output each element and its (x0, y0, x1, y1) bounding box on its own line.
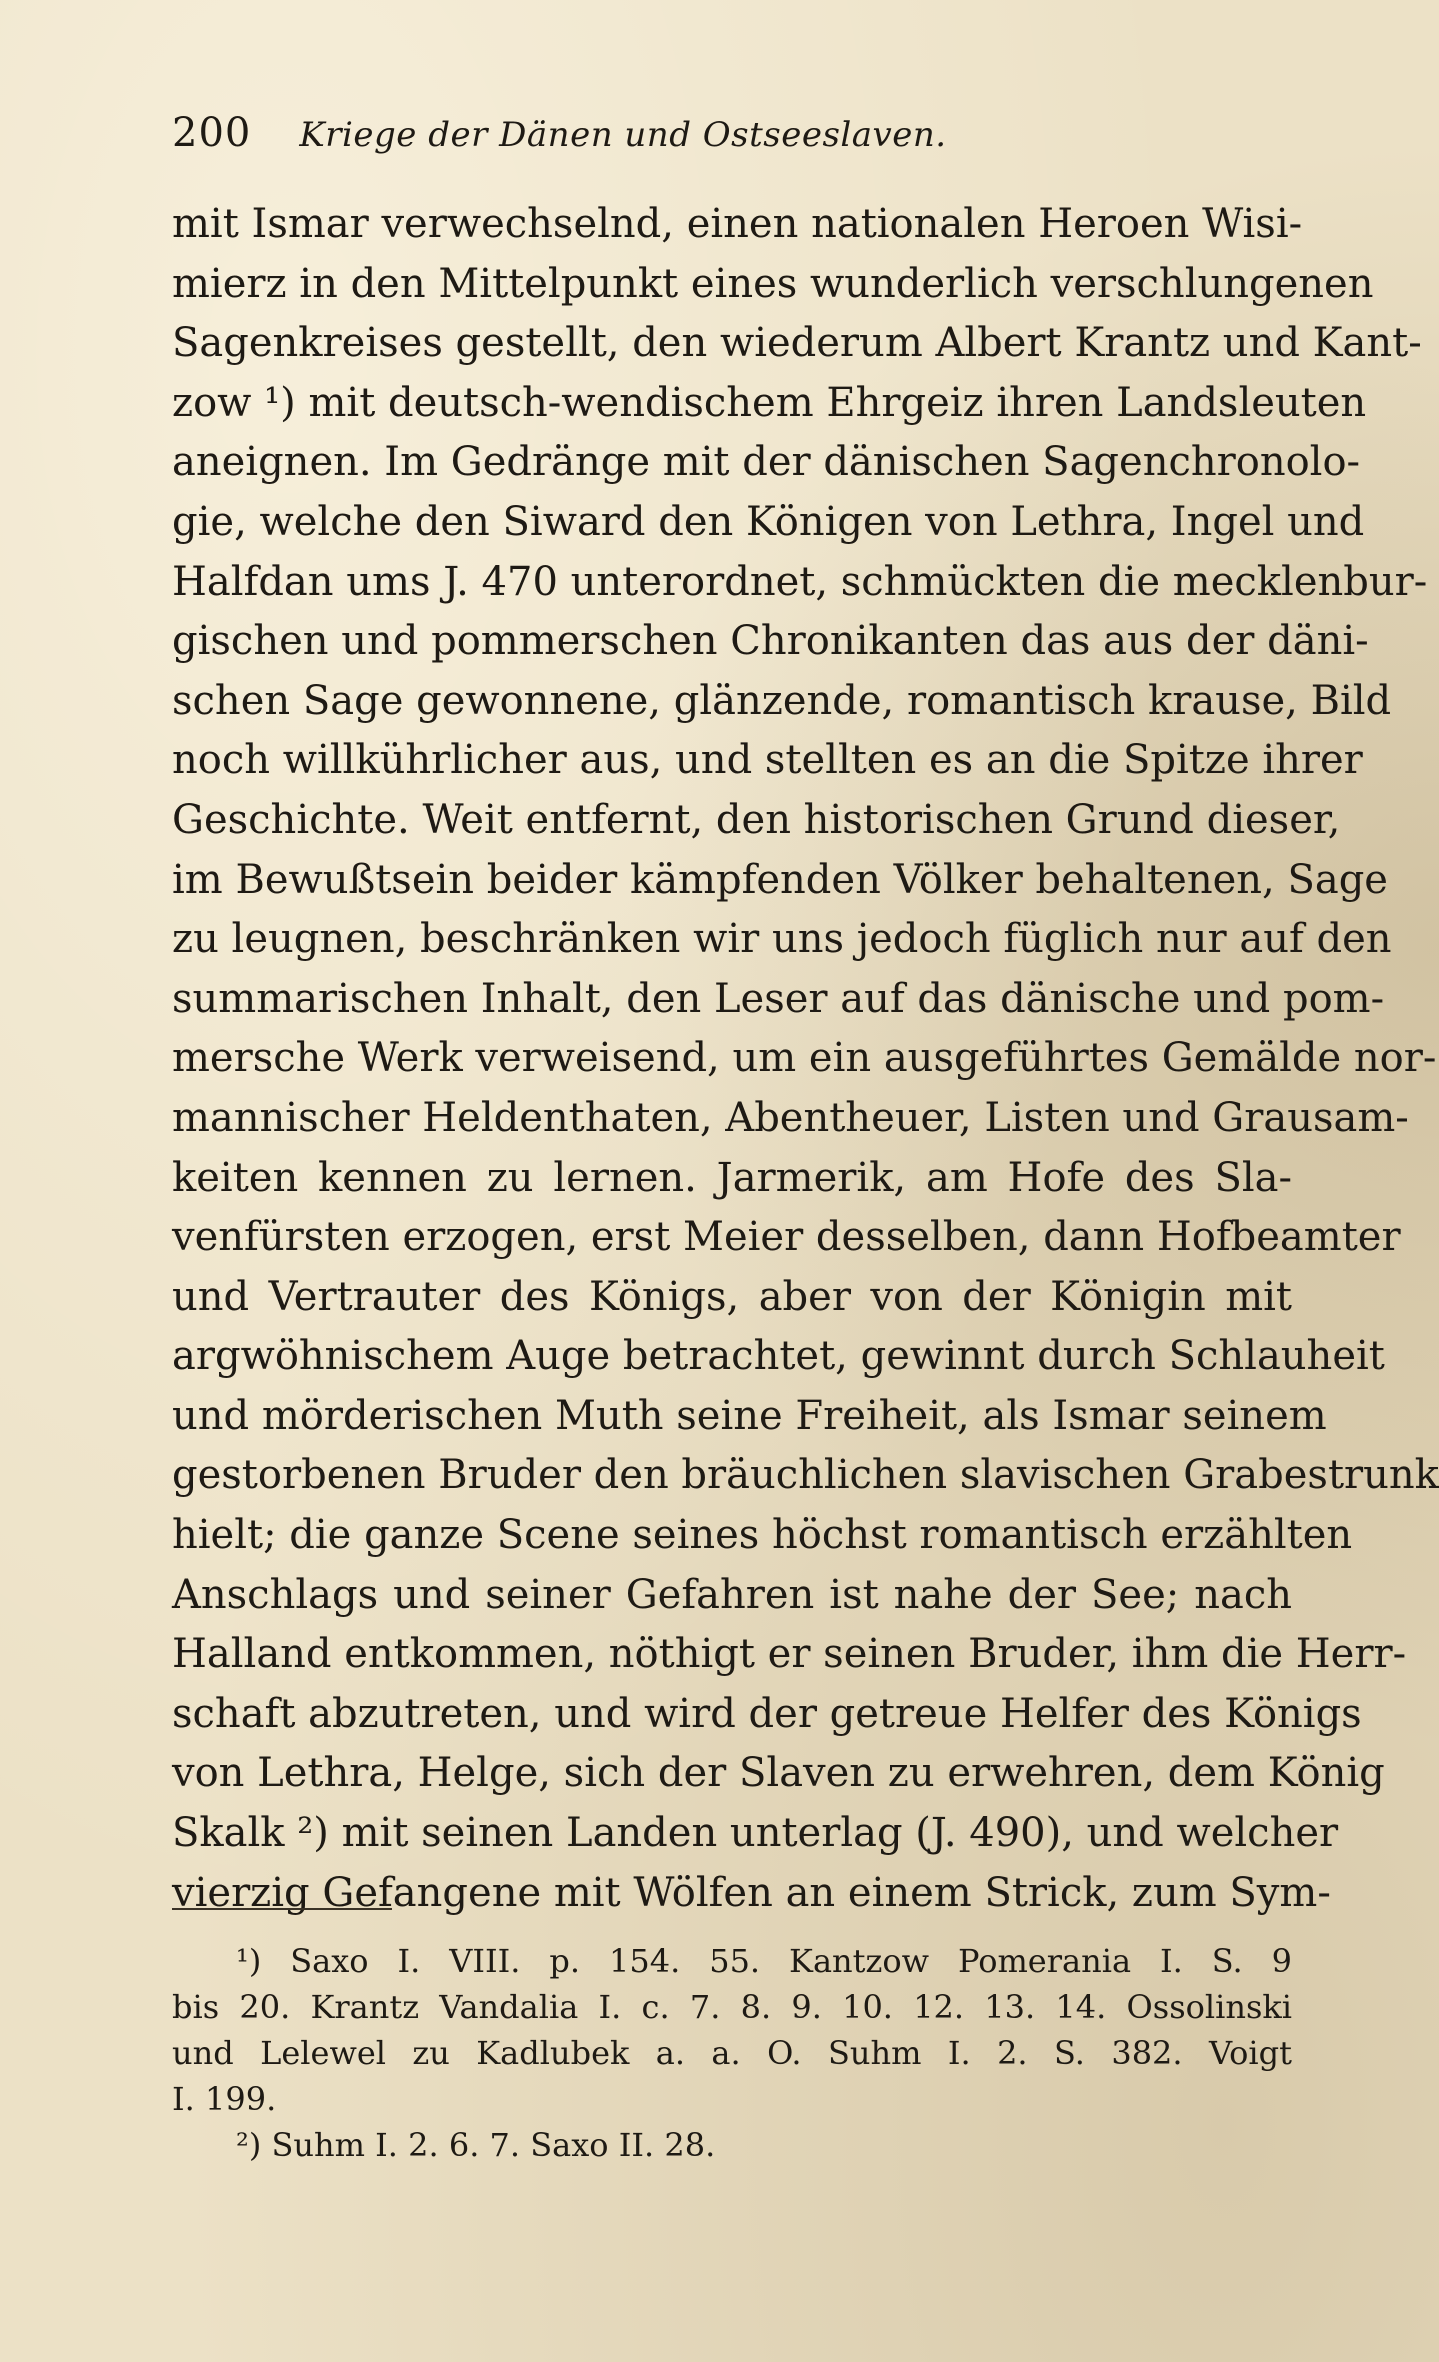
text-line: vierzig Gefangene mit Wölfen an einem Strick, zum Sym- (172, 1869, 1331, 1916)
text-line: gestorbenen Bruder den bräuchlichen slavischen Grabestrunk (172, 1452, 1439, 1499)
text-line: mersche Werk verweisend, um ein ausgeführtes Gemälde nor- (172, 1035, 1437, 1082)
text-line: argwöhnischem Auge betrachtet, gewinnt durch Schlauheit (172, 1333, 1385, 1380)
text-line: noch willkührlicher aus, und stellten es an die Spitze ihrer (172, 737, 1363, 784)
text-line: keiten kennen zu lernen. Jarmerik, am Hofe des Sla- (172, 1154, 1292, 1201)
running-head (172, 110, 1292, 170)
text-line: Sagenkreises gestellt, den wiederum Albert Krantz und Kant- (172, 320, 1422, 367)
text-line: im Bewußtsein beider kämpfenden Völker behaltenen, Sage (172, 856, 1388, 903)
footnote-line: ²) Suhm I. 2. 6. 7. Saxo II. 28. (236, 2126, 716, 2164)
text-line: von Lethra, Helge, sich der Slaven zu erwehren, dem König (172, 1750, 1385, 1797)
footnote-line: bis 20. Krantz Vandalia I. c. 7. 8. 9. 10. 12. 13. 14. Ossolinski (172, 1988, 1292, 2026)
text-line: Anschlags und seiner Gefahren ist nahe der See; nach (172, 1571, 1292, 1618)
text-line: schaft abzutreten, und wird der getreue Helfer des Königs (172, 1690, 1362, 1737)
text-line: Geschichte. Weit entfernt, den historischen Grund dieser, (172, 796, 1341, 843)
text-line: mierz in den Mittelpunkt eines wunderlich verschlungenen (172, 260, 1374, 307)
footnote-separator (172, 1908, 392, 1910)
text-line: venfürsten erzogen, erst Meier desselben, dann Hofbeamter (172, 1214, 1401, 1261)
text-line: Halland entkommen, nöthigt er seinen Bruder, ihm die Herr- (172, 1631, 1407, 1678)
page-number: 200 (172, 110, 252, 156)
running-title: Kriege der Dänen und Ostseeslaven. (299, 115, 947, 155)
body-text (172, 195, 1439, 1923)
text-line: aneignen. Im Gedränge mit der dänischen Sagenchronolo- (172, 439, 1361, 486)
text-line: und mörderischen Muth seine Freiheit, als Ismar seinem (172, 1392, 1327, 1439)
text-line: Skalk ²) mit seinen Landen unterlag (J. 490), und welcher (172, 1810, 1339, 1857)
text-line: gie, welche den Siward den Königen von Lethra, Ingel und (172, 498, 1365, 545)
footnote-line: I. 199. (172, 2080, 277, 2118)
text-line: Halfdan ums J. 470 unterordnet, schmückten die mecklenbur- (172, 558, 1428, 605)
text-line: mannischer Heldenthaten, Abentheuer, Listen und Grausam- (172, 1094, 1409, 1141)
text-line: zu leugnen, beschränken wir uns jedoch füglich nur auf den (172, 916, 1392, 963)
text-line: gischen und pommerschen Chronikanten das aus der däni- (172, 618, 1369, 665)
text-line: schen Sage gewonnene, glänzende, romantisch krause, Bild (172, 677, 1392, 724)
text-line: summarischen Inhalt, den Leser auf das dänische und pom- (172, 975, 1385, 1022)
text-line: und Vertrauter des Königs, aber von der Königin mit (172, 1273, 1292, 1320)
footnotes (172, 1938, 1292, 2168)
text-line: mit Ismar verwechselnd, einen nationalen Heroen Wisi- (172, 201, 1303, 247)
text-line: zow ¹) mit deutsch-wendischem Ehrgeiz ihren Landsleuten (172, 379, 1367, 426)
footnote-line: und Lelewel zu Kadlubek a. a. O. Suhm I. 2. S. 382. Voigt (172, 2034, 1292, 2072)
text-line: hielt; die ganze Scene seines höchst romantisch erzählten (172, 1512, 1353, 1559)
footnote-line: ¹) Saxo I. VIII. p. 154. 55. Kantzow Pomerania I. S. 9 (236, 1942, 1292, 1980)
